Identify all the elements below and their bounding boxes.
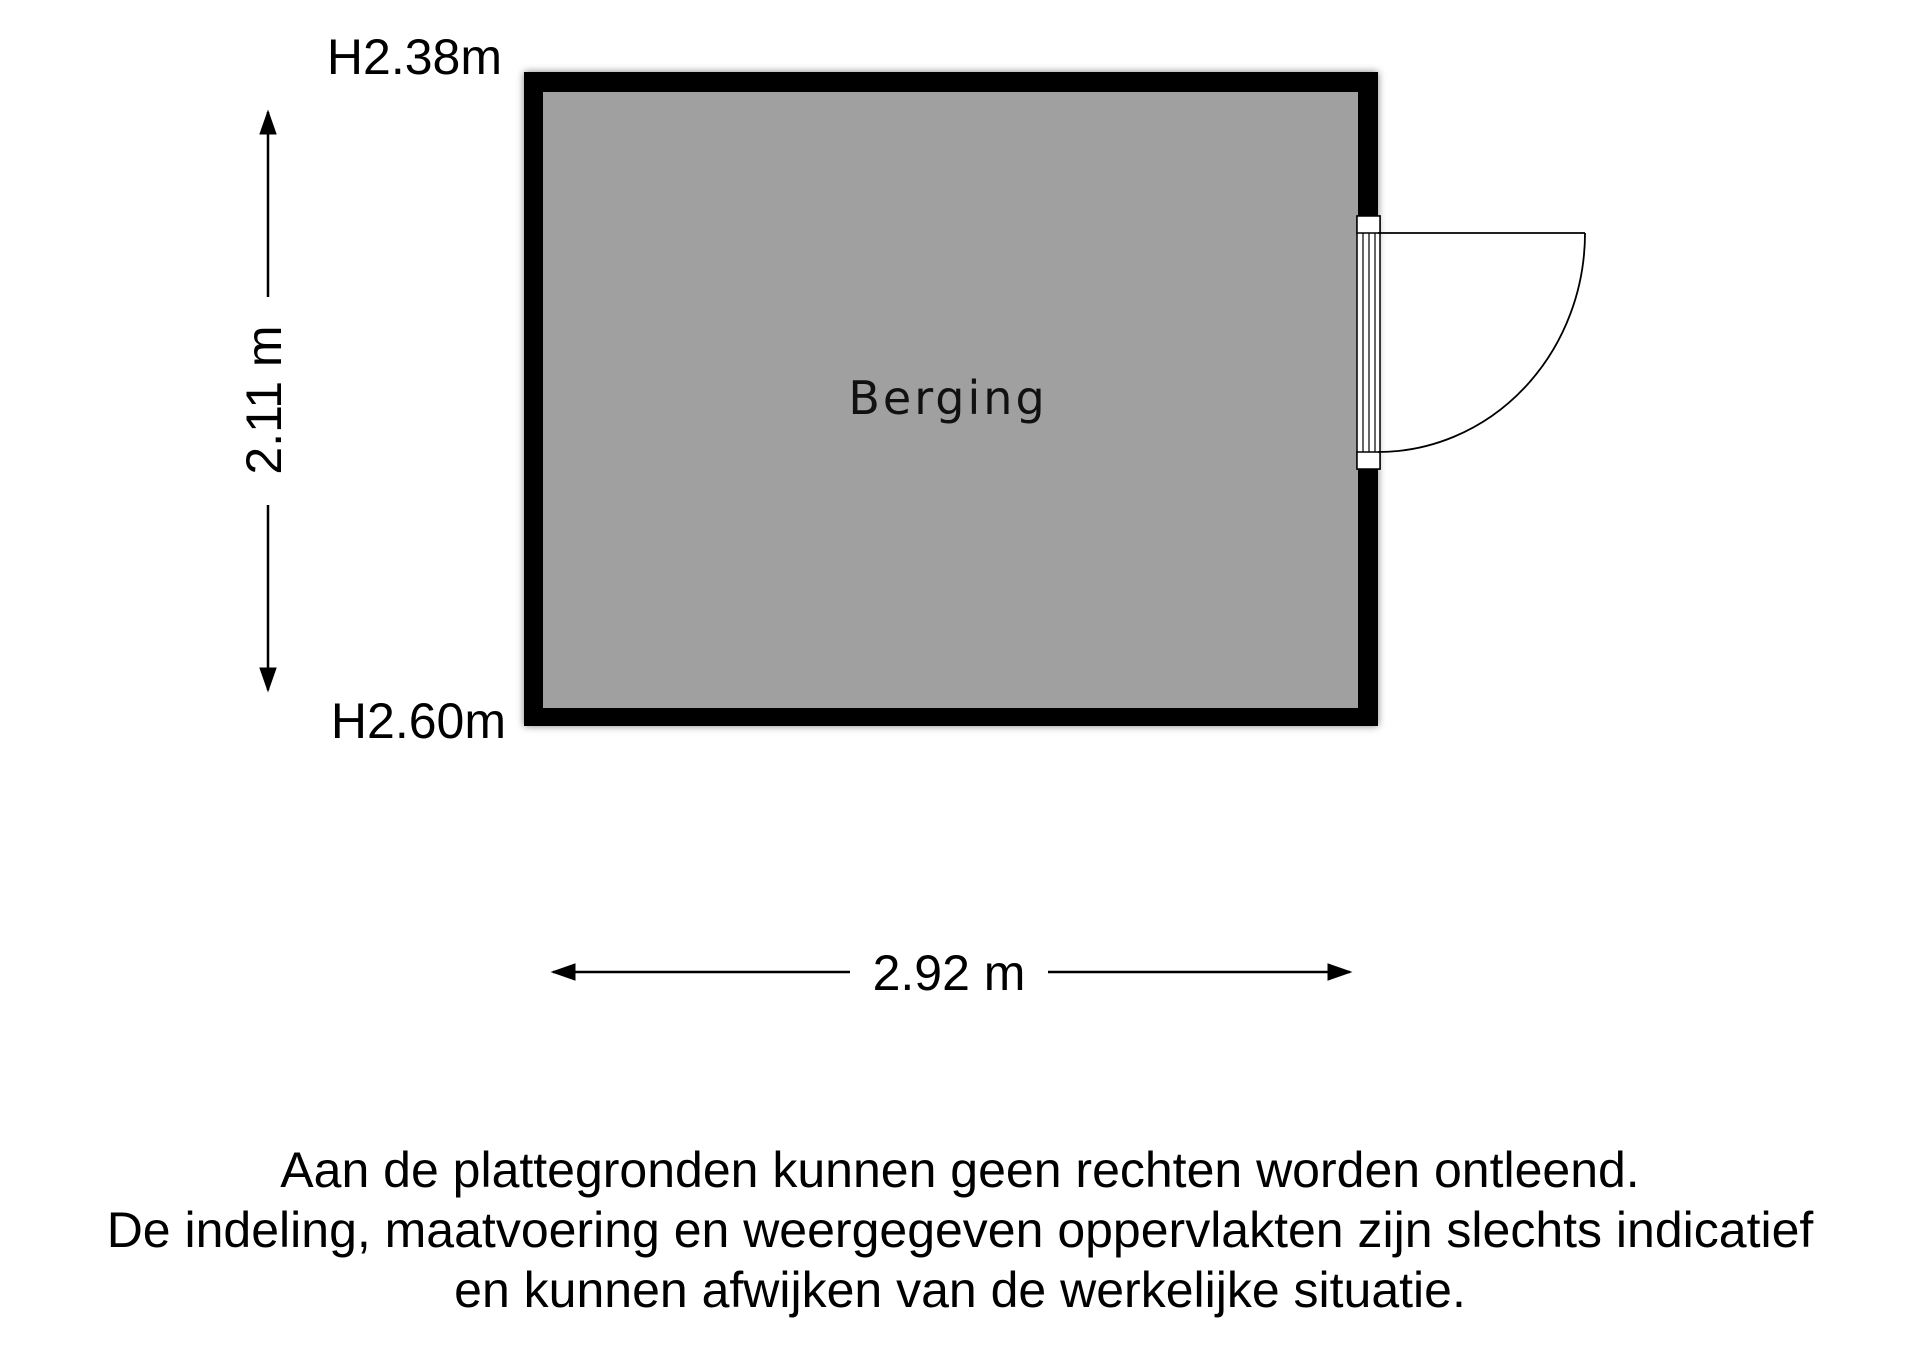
door: [1357, 216, 1585, 469]
door-jamb-bottom: [1357, 452, 1380, 469]
disclaimer-line-1: Aan de plattegronden kunnen geen rechten worden ontleend.: [280, 1142, 1640, 1198]
door-jamb-top: [1357, 216, 1380, 233]
dimension-horizontal: [553, 945, 1350, 1001]
disclaimer-line-2: De indeling, maatvoering en weergegeven oppervlakten zijn slechts indicatief: [106, 1202, 1814, 1258]
door-swing-arc: [1378, 233, 1585, 452]
height-label-top: H2.38m: [326, 29, 502, 85]
room-name-label: Berging: [848, 371, 1048, 425]
dimension-vertical-label: 2.11 m: [236, 325, 293, 475]
disclaimer-line-3: en kunnen afwijken van de werkelijke situatie.: [454, 1262, 1466, 1318]
dimension-horizontal-label: 2.92 m: [872, 945, 1026, 1001]
height-label-bottom: H2.60m: [330, 693, 506, 749]
disclaimer: [0, 1140, 1920, 1320]
dimension-vertical: [236, 112, 292, 690]
